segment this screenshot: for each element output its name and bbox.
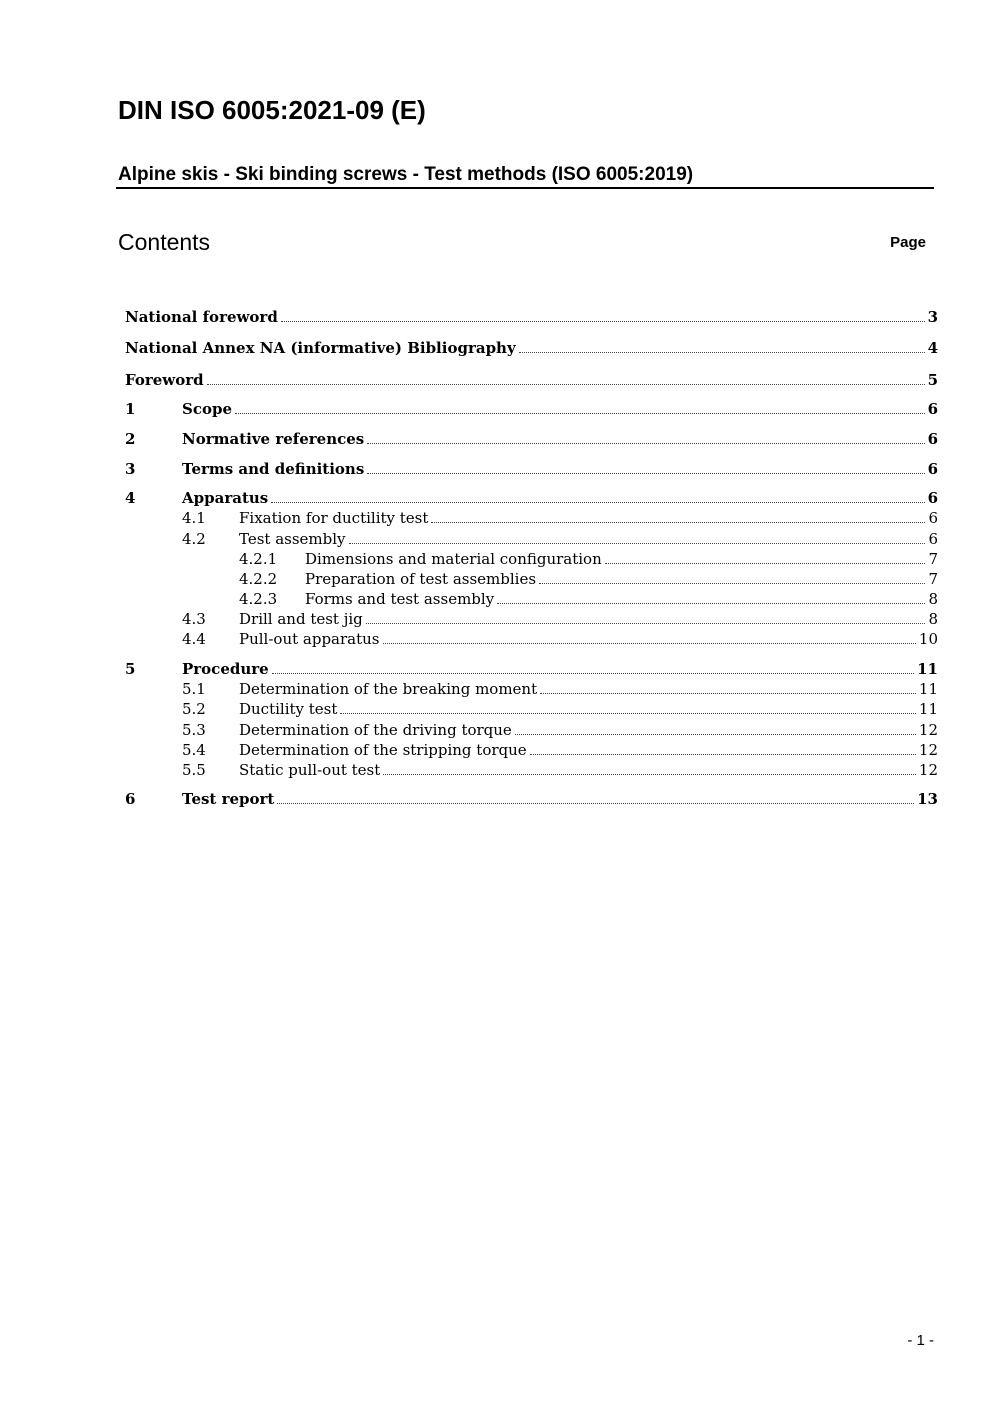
toc-entry-test-report[interactable] xyxy=(125,788,938,810)
toc-entry-title: National foreword xyxy=(125,308,278,326)
toc-entry-normative-references[interactable] xyxy=(125,428,938,450)
toc-entry-page: 4 xyxy=(927,339,938,357)
toc-entry-scope[interactable] xyxy=(125,398,938,420)
toc-entry-page: 6 xyxy=(927,430,938,448)
toc-dot-leader xyxy=(383,628,916,644)
document-title: DIN ISO 6005:2021-09 (E) xyxy=(118,95,426,125)
toc-entry-page: 13 xyxy=(917,790,938,808)
toc-entry-4-2-2[interactable] xyxy=(125,568,938,590)
toc-entry-foreword[interactable] xyxy=(125,369,938,391)
toc-entry-number: 4.4 xyxy=(182,630,206,648)
toc-dot-leader xyxy=(519,337,925,353)
toc-entry-number: 4.2.3 xyxy=(239,590,278,608)
toc-dot-leader xyxy=(605,548,926,564)
toc-entry-page: 10 xyxy=(918,630,938,648)
toc-entry-procedure[interactable] xyxy=(125,658,938,680)
toc-entry-number: 1 xyxy=(125,400,136,418)
toc-entry-title: Forms and test assembly xyxy=(305,590,495,608)
toc-entry-page: 6 xyxy=(928,530,938,548)
toc-entry-page: 6 xyxy=(927,400,938,418)
toc-entry-page: 6 xyxy=(927,489,938,507)
toc-dot-leader xyxy=(277,788,914,804)
toc-entry-page: 5 xyxy=(927,371,938,389)
toc-entry-page: 8 xyxy=(928,590,938,608)
toc-dot-leader xyxy=(367,458,924,474)
toc-dot-leader xyxy=(383,759,916,775)
toc-entry-4-4[interactable] xyxy=(125,628,938,650)
toc-entry-title: Terms and definitions xyxy=(182,460,365,478)
toc-entry-page: 11 xyxy=(918,700,938,718)
toc-entry-title: Determination of the driving torque xyxy=(239,721,512,739)
toc-entry-number: 5 xyxy=(125,660,136,678)
toc-entry-title: Test assembly xyxy=(239,530,346,548)
toc-entry-page: 11 xyxy=(917,660,938,678)
toc-dot-leader xyxy=(431,507,925,523)
contents-heading: Contents xyxy=(118,229,211,255)
toc-entry-national-annex[interactable] xyxy=(125,337,938,359)
toc-entry-number: 4 xyxy=(125,489,136,507)
toc-entry-4-2-3[interactable] xyxy=(125,588,938,610)
toc-entry-title: National Annex NA (informative) Bibliography xyxy=(125,339,516,357)
toc-dot-leader xyxy=(366,608,926,624)
toc-entry-number: 5.4 xyxy=(182,741,206,759)
toc-entry-title: Normative references xyxy=(182,430,365,448)
toc-dot-leader xyxy=(515,719,916,735)
toc-entry-number: 5.2 xyxy=(182,700,206,718)
toc-entry-number: 4.2.2 xyxy=(239,570,278,588)
toc-entry-terms-definitions[interactable] xyxy=(125,458,938,480)
document-subtitle: Alpine skis - Ski binding screws - Test methods (ISO 6005:2019) xyxy=(118,164,694,185)
toc-dot-leader xyxy=(497,588,925,604)
page-column-heading: Page xyxy=(890,234,926,251)
toc-entry-4-2[interactable] xyxy=(125,528,938,550)
toc-entry-title: Determination of the stripping torque xyxy=(239,741,527,759)
toc-entry-title: Dimensions and material configuration xyxy=(305,550,602,568)
page-number: - 1 - xyxy=(907,1332,934,1349)
toc-entry-5-3[interactable] xyxy=(125,719,938,741)
toc-entry-title: Static pull-out test xyxy=(239,761,381,779)
toc-dot-leader xyxy=(281,306,925,322)
toc-entry-national-foreword[interactable] xyxy=(125,306,938,328)
toc-entry-page: 12 xyxy=(918,721,938,739)
toc-dot-leader xyxy=(539,568,925,584)
toc-dot-leader xyxy=(207,369,925,385)
toc-entry-4-3[interactable] xyxy=(125,608,938,630)
toc-entry-title: Procedure xyxy=(182,660,269,678)
toc-entry-apparatus[interactable] xyxy=(125,487,938,509)
toc-dot-leader xyxy=(530,739,916,755)
toc-entry-title: Foreword xyxy=(125,371,204,389)
toc-entry-5-1[interactable] xyxy=(125,678,938,700)
toc-entry-page: 7 xyxy=(928,570,938,588)
toc-entry-page: 6 xyxy=(928,509,938,527)
toc-entry-number: 4.2 xyxy=(182,530,206,548)
toc-entry-title: Ductility test xyxy=(239,700,338,718)
toc-entry-number: 6 xyxy=(125,790,136,808)
toc-dot-leader xyxy=(540,678,916,694)
toc-entry-title: Determination of the breaking moment xyxy=(239,680,538,698)
toc-entry-title: Preparation of test assemblies xyxy=(305,570,537,588)
toc-entry-page: 12 xyxy=(918,761,938,779)
toc-entry-title: Apparatus xyxy=(182,489,269,507)
title-divider xyxy=(116,187,934,189)
toc-entry-page: 6 xyxy=(927,460,938,478)
toc-entry-page: 7 xyxy=(928,550,938,568)
toc-entry-page: 3 xyxy=(927,308,938,326)
toc-entry-number: 4.1 xyxy=(182,509,206,527)
toc-entry-5-4[interactable] xyxy=(125,739,938,761)
toc-entry-title: Scope xyxy=(182,400,233,418)
toc-entry-page: 8 xyxy=(928,610,938,628)
toc-dot-leader xyxy=(349,528,926,544)
toc-dot-leader xyxy=(235,398,925,414)
toc-entry-4-2-1[interactable] xyxy=(125,548,938,570)
toc-dot-leader xyxy=(272,658,914,674)
toc-entry-4-1[interactable] xyxy=(125,507,938,529)
toc-dot-leader xyxy=(340,698,915,714)
toc-entry-number: 5.1 xyxy=(182,680,206,698)
toc-entry-number: 4.2.1 xyxy=(239,550,278,568)
toc-entry-title: Pull-out apparatus xyxy=(239,630,380,648)
toc-entry-title: Test report xyxy=(182,790,275,808)
toc-dot-leader xyxy=(271,487,924,503)
toc-dot-leader xyxy=(367,428,924,444)
toc-entry-title: Fixation for ductility test xyxy=(239,509,429,527)
toc-entry-title: Drill and test jig xyxy=(239,610,363,628)
toc-entry-number: 5.3 xyxy=(182,721,206,739)
toc-entry-number: 2 xyxy=(125,430,136,448)
toc-entry-5-2[interactable] xyxy=(125,698,938,720)
toc-entry-number: 3 xyxy=(125,460,136,478)
toc-entry-number: 4.3 xyxy=(182,610,206,628)
toc-entry-page: 11 xyxy=(918,680,938,698)
toc-entry-5-5[interactable] xyxy=(125,759,938,781)
toc-entry-number: 5.5 xyxy=(182,761,206,779)
toc-entry-page: 12 xyxy=(918,741,938,759)
